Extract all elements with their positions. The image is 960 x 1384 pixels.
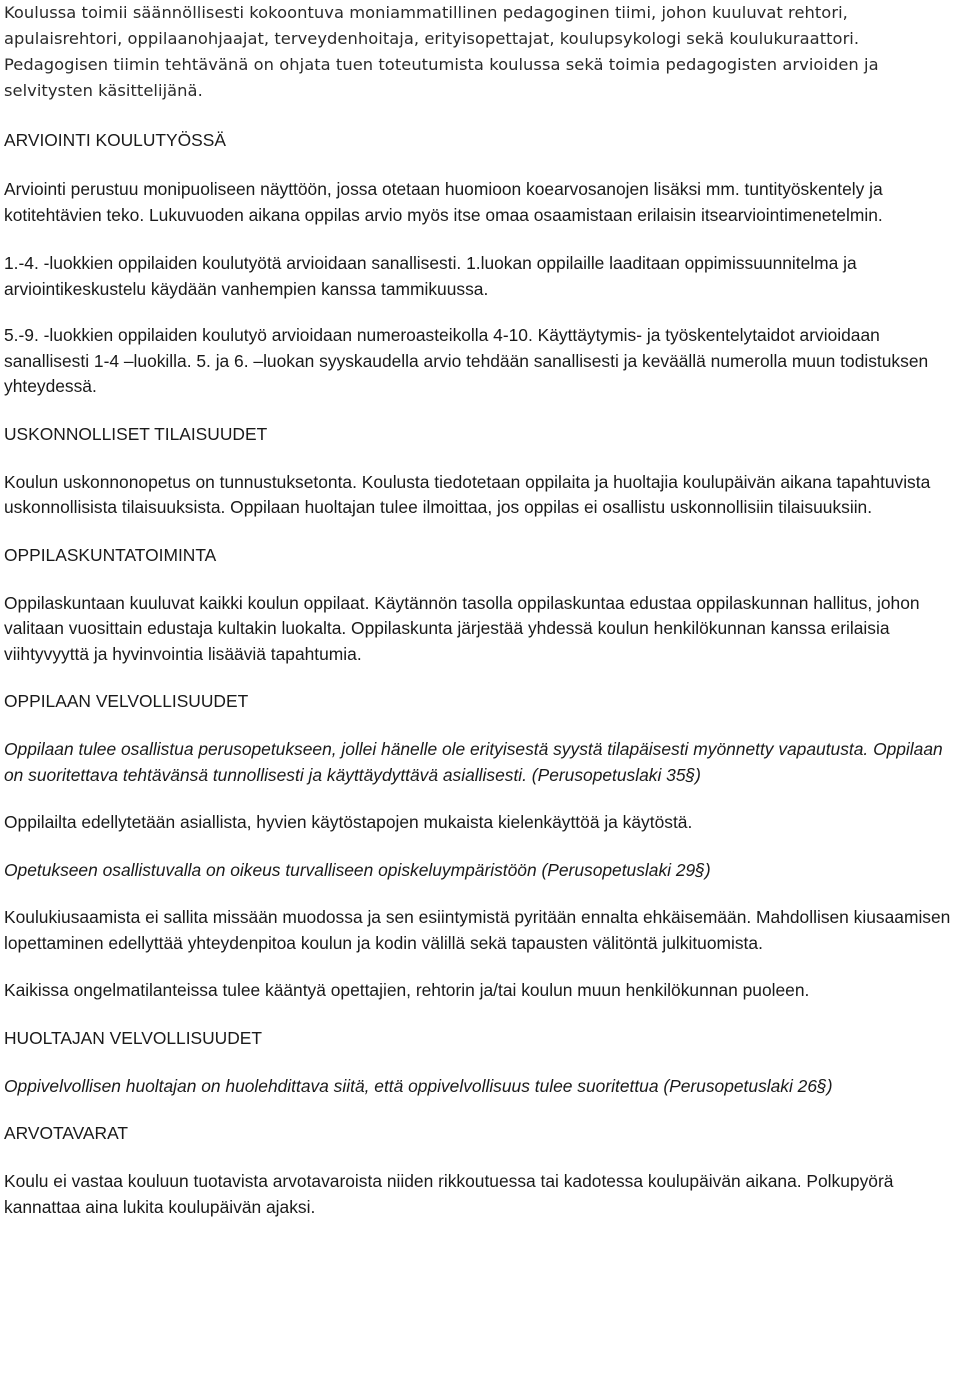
huoltaja-paragraph-1: Oppivelvollisen huoltajan on huolehdittava siitä, että oppivelvollisuus tulee suoritettua (Perusopetuslaki 26§) bbox=[4, 1075, 833, 1096]
arviointi-paragraph-2: 1.-4. -luokkien oppilaiden koulutyötä arvioidaan sanallisesti. 1.luokan oppilaille laaditaan oppimissuunnitelma ja arviointikeskustelu käydään vanhempien kanssa tammikuussa. bbox=[4, 253, 857, 299]
heading-huoltaja: HUOLTAJAN VELVOLLISUUDET bbox=[4, 1027, 263, 1048]
velvollisuudet-paragraph-1: Oppilaan tulee osallistua perusopetukseen, jollei hänelle ole erityisestä syystä tilapäisesti myönnetty vapautusta. Oppilaan on suoritettava tehtävänsä tunnollisesti ja käyttäydyttävä asiallisesti. (Perusopetuslaki 35§) bbox=[4, 739, 943, 785]
heading-velvollisuudet: OPPILAAN VELVOLLISUUDET bbox=[4, 691, 249, 711]
arviointi-paragraph-1: Arviointi perustuu monipuoliseen näyttöön, jossa otetaan huomioon koearvosanojen lisäksi mm. tuntityöskentely ja kotitehtävien teko. Lukuvuoden aikana oppilas arvio myös itse omaa osaamistaan erilaisin itsearviointimenetelmin. bbox=[4, 179, 883, 225]
heading-oppilaskunta: OPPILASKUNTATOIMINTA bbox=[4, 544, 217, 565]
uskonnolliset-paragraph-1: Koulun uskonnonopetus on tunnustuksetonta. Koulusta tiedotetaan oppilaita ja huoltajia koulupäivän aikana tapahtuvista uskonnollisista tilaisuuksista. Oppilaan huoltajan tulee ilmoittaa, jos oppilas ei osallistu uskonnollisiin tilaisuuksiin. bbox=[4, 471, 931, 517]
document-page bbox=[4, 0, 956, 1220]
heading-uskonnolliset: USKONNOLLISET TILAISUUDET bbox=[4, 423, 268, 444]
velvollisuudet-paragraph-4: Koulukiusaamista ei sallita missään muodossa ja sen esiintymistä pyritään ennalta ehkäisemään. Mahdollisen kiusaamisen lopettaminen edellyttää yhteydenpitoa koulun ja kodin välillä sekä tapausten välitöntä julkituomista. bbox=[4, 907, 951, 953]
velvollisuudet-paragraph-3: Opetukseen osallistuvalla on oikeus turvalliseen opiskeluympäristöön (Perusopetuslaki 29§) bbox=[4, 859, 711, 880]
arvotavarat-paragraph-1: Koulu ei vastaa kouluun tuotavista arvotavaroista niiden rikkoutuessa tai kadotessa koulupäivän aikana. Polkupyörä kannattaa aina lukita koulupäivän ajaksi. bbox=[4, 1171, 894, 1217]
oppilaskunta-paragraph-1: Oppilaskuntaan kuuluvat kaikki koulun oppilaat. Käytännön tasolla oppilaskuntaa edustaa oppilaskunnan hallitus, johon valitaan vuosittain edustaja kultakin luokalta. Oppilaskunta järjestää yhdessä koulun henkilökunnan kanssa erilaisia viihtyvyyttä ja hyvinvointia lisääviä tapahtumia. bbox=[4, 592, 920, 664]
intro-paragraph: Koulussa toimii säännöllisesti kokoontuva moniammatillinen pedagoginen tiimi, johon kuuluvat rehtori, apulaisrehtori, oppilaanohjaajat, terveydenhoitaja, erityisopettajat, koulupsykologi sekä koulukuraattori. Pedagogisen tiimin tehtävänä on ohjata tuen toteutumista koulussa sekä toimia pedagogisten arvioiden ja selvitysten käsittelijänä. bbox=[4, 3, 879, 100]
arviointi-paragraph-3: 5.-9. -luokkien oppilaiden koulutyö arvioidaan numeroasteikolla 4-10. Käyttäytymis- ja työskentelytaidot arvioidaan sanallisesti 1-4 –luokilla. 5. ja 6. –luokan syyskaudella arvio tehdään sanallisesti ja keväällä numerolla muun todistuksen yhteydessä. bbox=[4, 325, 929, 396]
velvollisuudet-paragraph-2: Oppilailta edellytetään asiallista, hyvien käytöstapojen mukaista kielenkäyttöä ja käytöstä. bbox=[4, 812, 693, 832]
heading-arvotavarat: ARVOTAVARAT bbox=[4, 1123, 129, 1143]
heading-arviointi: ARVIOINTI KOULUTYÖSSÄ bbox=[4, 130, 226, 150]
velvollisuudet-paragraph-5: Kaikissa ongelmatilanteissa tulee kääntyä opettajien, rehtorin ja/tai koulun muun henkilökunnan puoleen. bbox=[4, 980, 810, 1000]
